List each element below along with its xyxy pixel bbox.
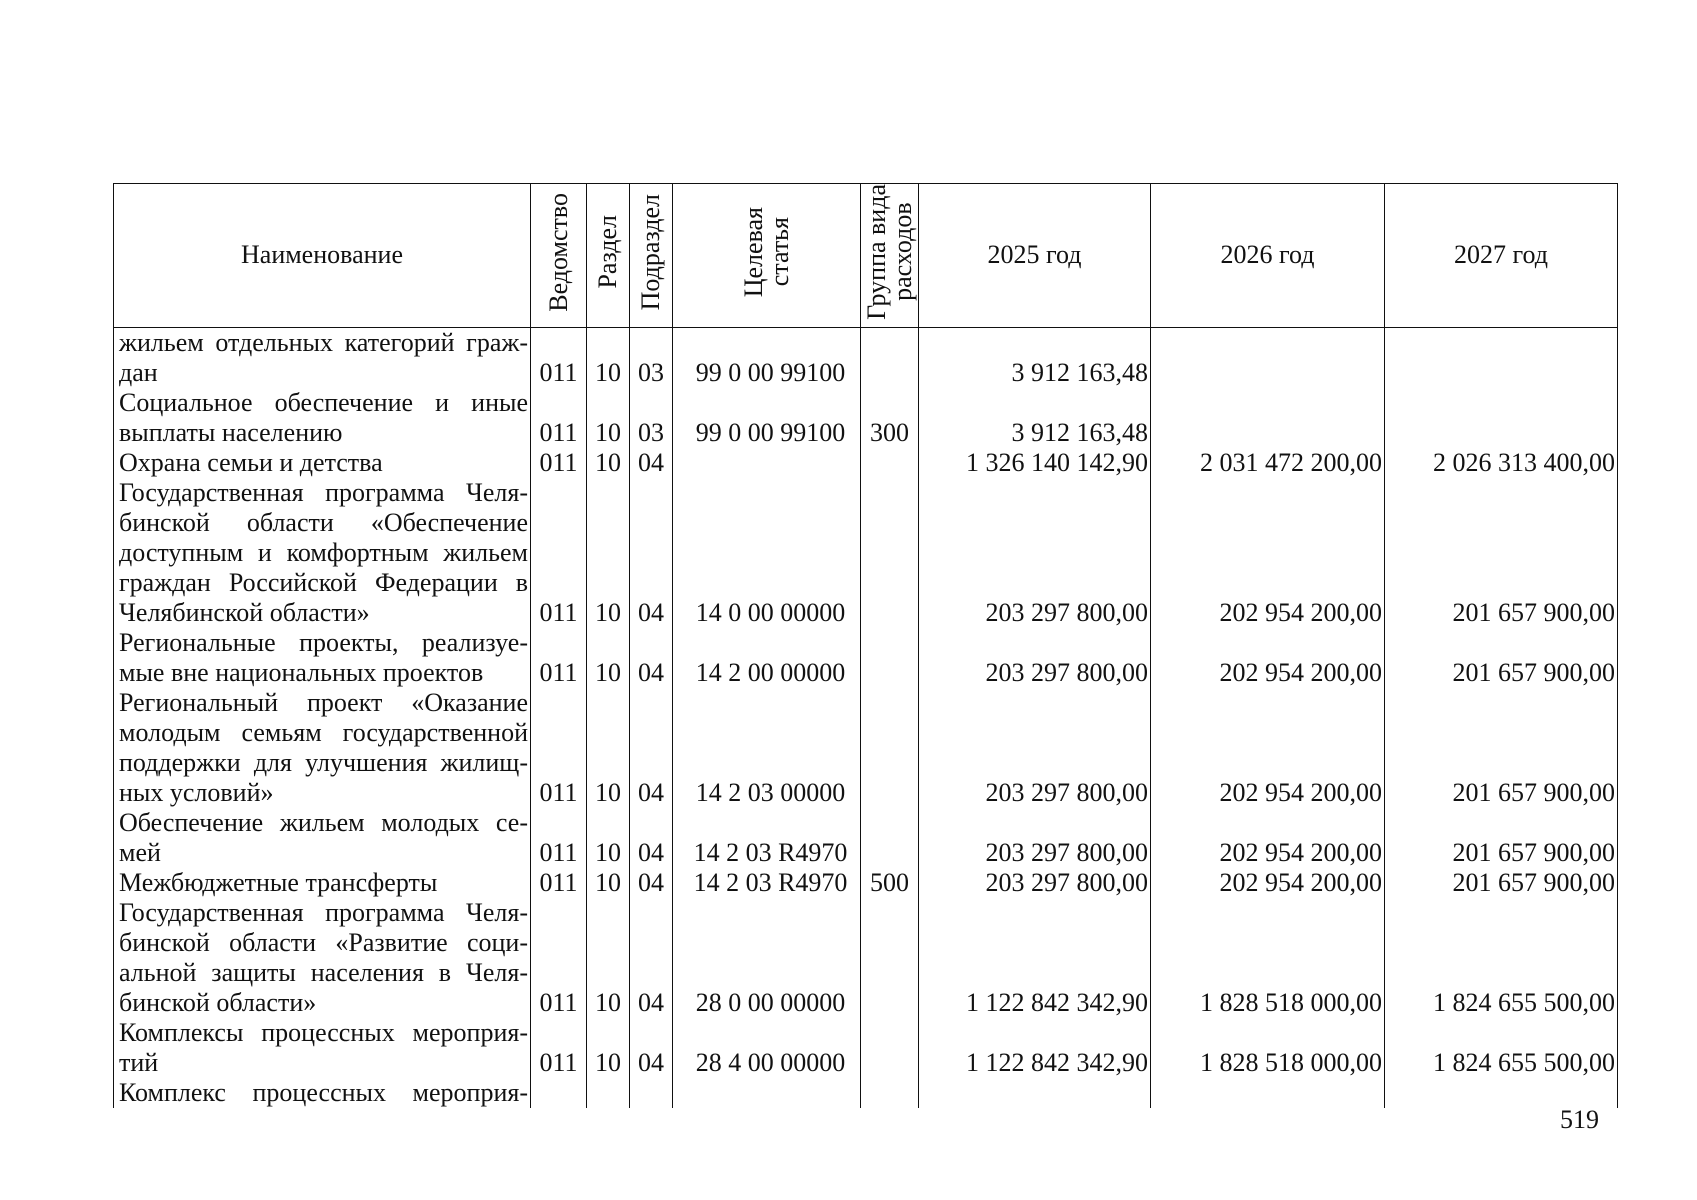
row-name: жильем отдельных категорий граж-дан [114, 327, 531, 388]
table-row [114, 327, 1618, 388]
row-department: 011 [531, 1018, 587, 1078]
row-2027 [1385, 388, 1618, 448]
row-section: 10 [587, 327, 630, 388]
row-2025: 1 122 842 342,90 [919, 1018, 1151, 1078]
table-row [114, 808, 1618, 868]
row-group: 300 [861, 388, 919, 448]
row-section: 10 [587, 388, 630, 448]
row-department: 011 [531, 868, 587, 898]
row-2025: 1 122 842 342,90 [919, 898, 1151, 1018]
row-department: 011 [531, 388, 587, 448]
row-2025: 203 297 800,00 [919, 868, 1151, 898]
row-section [587, 1078, 630, 1108]
header-target: Целевая статья [673, 184, 861, 328]
row-target: 99 0 00 99100 [673, 388, 861, 448]
row-section: 10 [587, 868, 630, 898]
row-2027 [1385, 1078, 1618, 1108]
table-row [114, 1018, 1618, 1078]
table-row [114, 688, 1618, 808]
row-2027: 201 657 900,00 [1385, 478, 1618, 628]
table-row [114, 388, 1618, 448]
row-subsection: 04 [630, 868, 673, 898]
row-section: 10 [587, 448, 630, 478]
row-name: Охрана семьи и детства [114, 448, 531, 478]
row-group [861, 448, 919, 478]
page-number: 519 [1560, 1105, 1599, 1134]
row-2025 [919, 1078, 1151, 1108]
row-name: Комплексы процессных мероприя-тий [114, 1018, 531, 1078]
row-2027: 201 657 900,00 [1385, 808, 1618, 868]
row-department: 011 [531, 628, 587, 688]
table-row [114, 478, 1618, 628]
row-group: 500 [861, 868, 919, 898]
row-subsection: 03 [630, 327, 673, 388]
row-2025: 203 297 800,00 [919, 628, 1151, 688]
row-2026: 202 954 200,00 [1151, 868, 1385, 898]
row-target: 14 2 03 R4970 [673, 868, 861, 898]
row-subsection: 04 [630, 628, 673, 688]
row-name: Региональный проект «Оказание молодым семьям государственной поддержки для улучшения жилищ-ных условий» [114, 688, 531, 808]
row-subsection: 04 [630, 478, 673, 628]
row-name: Социальное обеспечение и иные выплаты населению [114, 388, 531, 448]
row-2027: 1 824 655 500,00 [1385, 1018, 1618, 1078]
row-target [673, 448, 861, 478]
row-2026: 2 031 472 200,00 [1151, 448, 1385, 478]
header-2026: 2026 год [1151, 184, 1385, 328]
row-2025: 3 912 163,48 [919, 388, 1151, 448]
header-section: Раздел [587, 184, 630, 328]
header-2025: 2025 год [919, 184, 1151, 328]
budget-table [113, 183, 1618, 1108]
row-2027: 201 657 900,00 [1385, 868, 1618, 898]
row-group [861, 478, 919, 628]
header-row [114, 184, 1618, 328]
row-subsection: 04 [630, 448, 673, 478]
header-subsection: Подраздел [630, 184, 673, 328]
header-name: Наименование [114, 184, 531, 328]
row-department: 011 [531, 898, 587, 1018]
row-2025: 203 297 800,00 [919, 808, 1151, 868]
row-group [861, 628, 919, 688]
row-target: 99 0 00 99100 [673, 327, 861, 388]
row-2027: 201 657 900,00 [1385, 688, 1618, 808]
row-2026: 202 954 200,00 [1151, 808, 1385, 868]
row-2026 [1151, 1078, 1385, 1108]
row-2027: 1 824 655 500,00 [1385, 898, 1618, 1018]
row-group [861, 1078, 919, 1108]
row-group [861, 327, 919, 388]
row-target: 14 2 03 R4970 [673, 808, 861, 868]
header-department: Ведомство [531, 184, 587, 328]
row-subsection: 04 [630, 808, 673, 868]
row-2026: 202 954 200,00 [1151, 478, 1385, 628]
row-department: 011 [531, 688, 587, 808]
row-section: 10 [587, 898, 630, 1018]
row-section: 10 [587, 478, 630, 628]
row-target: 14 0 00 00000 [673, 478, 861, 628]
row-2026: 202 954 200,00 [1151, 628, 1385, 688]
row-group [861, 688, 919, 808]
row-2027 [1385, 327, 1618, 388]
row-section: 10 [587, 1018, 630, 1078]
table-row [114, 868, 1618, 898]
row-name: Межбюджетные трансферты [114, 868, 531, 898]
row-section: 10 [587, 688, 630, 808]
row-2025: 203 297 800,00 [919, 478, 1151, 628]
row-target: 14 2 03 00000 [673, 688, 861, 808]
row-department: 011 [531, 478, 587, 628]
table-row [114, 898, 1618, 1018]
row-subsection [630, 1078, 673, 1108]
row-name: Государственная программа Челя-бинской области «Развитие соци-альной защиты населения в Челя-бинской области» [114, 898, 531, 1018]
row-department: 011 [531, 327, 587, 388]
row-name: Региональные проекты, реализуе-мые вне национальных проектов [114, 628, 531, 688]
row-section: 10 [587, 808, 630, 868]
row-2026: 1 828 518 000,00 [1151, 1018, 1385, 1078]
row-subsection: 03 [630, 388, 673, 448]
table-row [114, 628, 1618, 688]
row-2025: 3 912 163,48 [919, 327, 1151, 388]
row-2026 [1151, 327, 1385, 388]
row-section: 10 [587, 628, 630, 688]
table-row [114, 1078, 1618, 1108]
row-2026 [1151, 388, 1385, 448]
row-group [861, 808, 919, 868]
row-2025: 203 297 800,00 [919, 688, 1151, 808]
header-group: Группа вида расходов [861, 184, 919, 328]
header-2027: 2027 год [1385, 184, 1618, 328]
row-target: 14 2 00 00000 [673, 628, 861, 688]
row-2025: 1 326 140 142,90 [919, 448, 1151, 478]
row-department [531, 1078, 587, 1108]
row-target [673, 1078, 861, 1108]
row-target: 28 0 00 00000 [673, 898, 861, 1018]
row-subsection: 04 [630, 688, 673, 808]
row-subsection: 04 [630, 1018, 673, 1078]
table-row [114, 448, 1618, 478]
row-name: Государственная программа Челя-бинской области «Обеспечение доступным и комфортным жильем граждан Российской Федерации в Челябинской области» [114, 478, 531, 628]
row-department: 011 [531, 448, 587, 478]
row-2026: 1 828 518 000,00 [1151, 898, 1385, 1018]
row-subsection: 04 [630, 898, 673, 1018]
row-2026: 202 954 200,00 [1151, 688, 1385, 808]
row-group [861, 1018, 919, 1078]
row-department: 011 [531, 808, 587, 868]
row-2027: 201 657 900,00 [1385, 628, 1618, 688]
row-group [861, 898, 919, 1018]
row-target: 28 4 00 00000 [673, 1018, 861, 1078]
row-name: Обеспечение жильем молодых се-мей [114, 808, 531, 868]
row-name: Комплекс процессных мероприя- [114, 1078, 531, 1108]
row-2027: 2 026 313 400,00 [1385, 448, 1618, 478]
